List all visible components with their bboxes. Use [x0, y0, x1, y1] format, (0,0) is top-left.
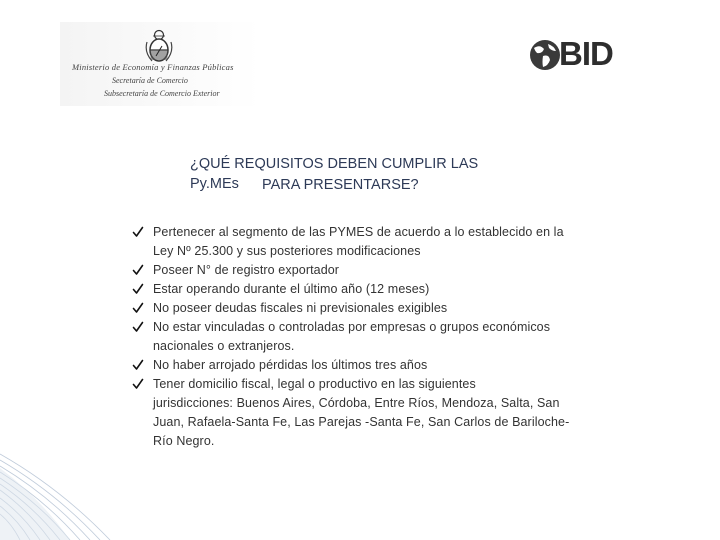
bid-logo [528, 35, 624, 72]
requirement-text-line: No estar vinculadas o controladas por empresas o grupos económicos [153, 320, 551, 334]
requirement-text-line: Tener domicilio fiscal, legal o productivo en las siguientes [153, 377, 476, 391]
requirement-text-line: No poseer deudas fiscales ni previsionales exigibles [153, 301, 448, 315]
decorative-wave [0, 448, 720, 540]
requirement-item [132, 223, 622, 261]
requirement-text-line: Pertenecer al segmento de las PYMES de acuerdo a lo establecido en la [153, 225, 564, 239]
requirement-item [132, 356, 622, 375]
requirement-text-line: Ley Nº 25.300 y sus posteriores modificaciones [153, 244, 421, 258]
requirement-item [132, 318, 622, 356]
bid-logo-text: BID [559, 35, 613, 72]
checkmark-icon [132, 321, 144, 333]
checkmark-icon [132, 378, 144, 390]
requirement-text-line: No haber arrojado pérdidas los últimos tres años [153, 358, 428, 372]
page-title-line-2: PARA PRESENTARSE? [262, 177, 419, 193]
requirements-list [132, 223, 622, 451]
checkmark-icon [132, 264, 144, 276]
subsecretariat-name: Subsecretaría de Comercio Exterior [104, 89, 220, 98]
coat-of-arms-icon [144, 28, 174, 66]
requirement-text-line: Poseer N° de registro exportador [153, 263, 340, 277]
requirement-text-line: Estar operando durante el último año (12 meses) [153, 282, 430, 296]
page-title-line-1: ¿QUÉ REQUISITOS DEBEN CUMPLIR LAS Py.MEs [190, 156, 479, 192]
secretariat-name: Secretaría de Comercio [112, 76, 188, 85]
checkmark-icon [132, 226, 144, 238]
requirement-text-line: nacionales o extranjeros. [153, 339, 295, 353]
requirement-item [132, 261, 622, 280]
ministry-name: Ministerio de Economía y Finanzas Públicas [72, 62, 234, 72]
requirement-item [132, 299, 622, 318]
requirement-item [132, 375, 622, 451]
checkmark-icon [132, 359, 144, 371]
requirement-text-line: Río Negro. [153, 434, 215, 448]
checkmark-icon [132, 283, 144, 295]
checkmark-icon [132, 302, 144, 314]
requirement-item [132, 280, 622, 299]
globe-icon [528, 38, 562, 72]
requirement-text-line: Juan, Rafaela-Santa Fe, Las Parejas -Santa Fe, San Carlos de Bariloche- [153, 415, 570, 429]
requirement-text-line: jurisdicciones: Buenos Aires, Córdoba, Entre Ríos, Mendoza, Salta, San [153, 396, 560, 410]
